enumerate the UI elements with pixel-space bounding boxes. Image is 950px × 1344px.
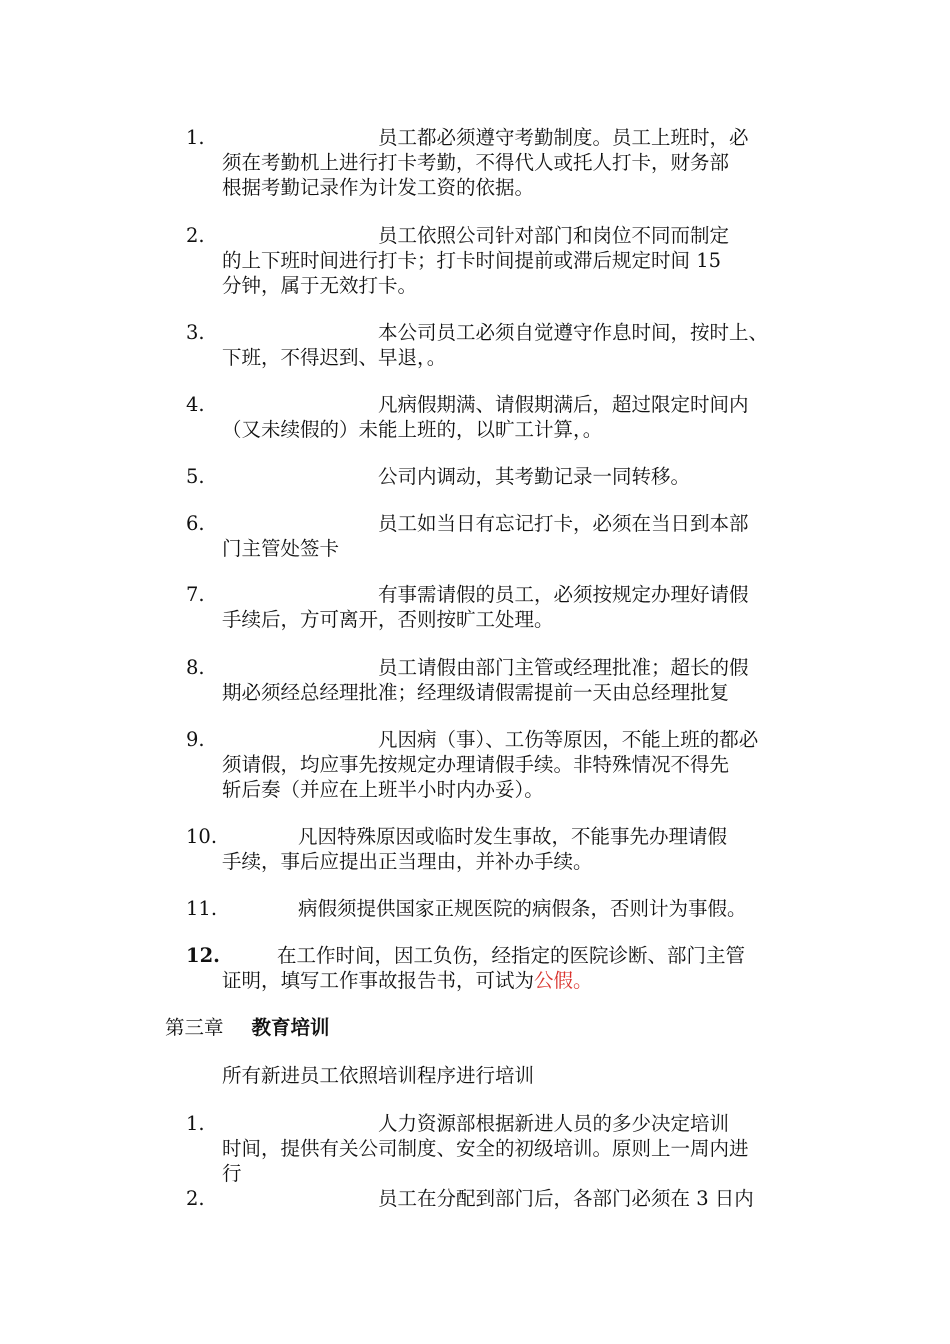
item-text-line: 凡因病（事）、工伤等原因，不能上班的都必 (378, 728, 759, 751)
item-text-line: 斩后奏（并应在上班半小时内办妥）。 (222, 778, 544, 801)
item-text-line: 期必须经总经理批准；经理级请假需提前一天由总经理批复 (222, 681, 730, 704)
item-text-line: 时间，提供有关公司制度、安全的初级培训。原则上一周内进 (222, 1137, 749, 1160)
item-number: 2. (186, 224, 205, 247)
item-text-line: 员工都必须遵守考勤制度。员工上班时，必 (378, 126, 749, 149)
item-number: 5. (186, 465, 205, 488)
item-text-line: 下班，不得迟到、早退，。 (222, 346, 447, 369)
item-text-line: 须请假，均应事先按规定办理请假手续。非特殊情况不得先 (222, 753, 730, 776)
item-number: 7. (186, 583, 205, 606)
item-number: 10. (186, 825, 218, 848)
item-text-line: 员工请假由部门主管或经理批准；超长的假 (378, 656, 749, 679)
item-text-line: 门主管处签卡 (222, 537, 340, 560)
chapter-title: 教育培训 (251, 1016, 330, 1039)
item-text-line: 手续后，方可离开，否则按旷工处理。 (222, 608, 554, 631)
item-text-line: 根据考勤记录作为计发工资的依据。 (222, 176, 535, 199)
item-number: 6. (186, 512, 205, 535)
item-number: 9. (186, 728, 205, 751)
item-text-line: 行 (222, 1162, 242, 1185)
item-text-line: 本公司员工必须自觉遵守作息时间，按时上、 (378, 321, 769, 344)
item-number: 11. (186, 897, 218, 920)
item-number: 8. (186, 656, 205, 679)
item-text-line: 的上下班时间进行打卡；打卡时间提前或滞后规定时间 15 (222, 249, 722, 272)
item-number: 2. (186, 1187, 205, 1210)
item-number: 3. (186, 321, 205, 344)
chapter-heading (165, 1015, 330, 1040)
item-text-line: 有事需请假的员工，必须按规定办理好请假 (378, 583, 749, 606)
item-text-line: 员工如当日有忘记打卡，必须在当日到本部 (378, 512, 749, 535)
item-text-line: 员工依照公司针对部门和岗位不同而制定 (378, 224, 730, 247)
item-text-line: 手续，事后应提出正当理由，并补办手续。 (222, 850, 593, 873)
chapter-label: 第三章 (165, 1016, 224, 1039)
item-number: 1. (186, 126, 205, 149)
item-text-line: 凡因特殊原因或临时发生事故，不能事先办理请假 (298, 825, 728, 848)
item-number: 12. (186, 944, 220, 967)
item-text-line: 在工作时间，因工负伤，经指定的医院诊断、部门主管 (277, 944, 746, 967)
item-text-line (222, 968, 593, 993)
item-text-line: 凡病假期满、请假期满后，超过限定时间内 (378, 393, 749, 416)
item-text-line: 员工在分配到部门后，各部门必须在 3 日内 (378, 1187, 754, 1210)
highlighted-text: 公假。 (534, 969, 593, 992)
item-number: 4. (186, 393, 205, 416)
item-text: 证明，填写工作事故报告书，可试为 (222, 969, 535, 992)
item-text-line: 分钟，属于无效打卡。 (222, 274, 418, 297)
item-text-line: 须在考勤机上进行打卡考勤，不得代人或托人打卡，财务部 (222, 151, 730, 174)
item-text-line: 病假须提供国家正规医院的病假条，否则计为事假。 (298, 897, 747, 920)
item-text-line: （又未续假的）未能上班的，以旷工计算，。 (222, 418, 603, 441)
item-number: 1. (186, 1112, 205, 1135)
item-text-line: 公司内调动，其考勤记录一同转移。 (378, 465, 691, 488)
section-intro: 所有新进员工依照培训程序进行培训 (222, 1064, 535, 1087)
item-text-line: 人力资源部根据新进人员的多少决定培训 (378, 1112, 730, 1135)
